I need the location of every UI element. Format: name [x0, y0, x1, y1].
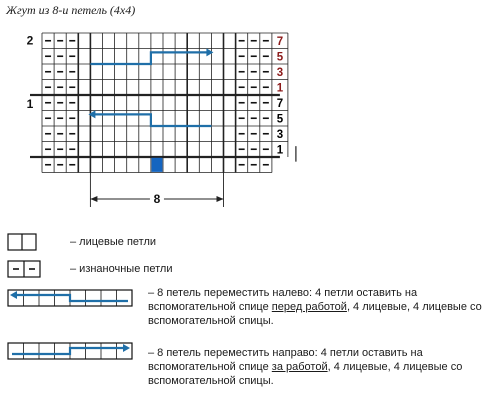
cable-right-line3: вспомогательной спицы. — [148, 375, 274, 387]
section-label-2: 2 — [26, 33, 34, 48]
legend-knit-text: – лицевые петли — [70, 236, 157, 248]
cable-right-line1: – 8 петель переместить направо: 4 петли оставить на — [148, 347, 423, 359]
cable-right-line2 — [148, 360, 500, 374]
cable-right-line2-b: , 4 лицевые, 4 лицевые со — [327, 361, 463, 373]
selected-cell — [152, 158, 163, 172]
legend-cable-left-text — [148, 286, 500, 328]
cable-left-line3: вспомогательной спицы. — [148, 315, 274, 327]
dimension-arrow-right — [217, 196, 224, 202]
row-number: 7 — [276, 36, 284, 49]
legend-cable-right-text — [148, 346, 500, 388]
chart-marks — [27, 34, 284, 207]
cable-right-line2-underlined: за работой — [271, 361, 328, 373]
cable-left-line2-a: вспомогательной спице — [148, 301, 272, 313]
row-number: 1 — [276, 82, 284, 95]
cable-arrow-right — [90, 52, 211, 64]
row-number: 3 — [276, 67, 284, 80]
cable-arrow-left — [90, 114, 211, 126]
cable-right-line2-a: вспомогательной спице — [148, 361, 272, 373]
legend-symbols — [8, 234, 132, 359]
dimension-arrow-left — [90, 196, 97, 202]
dimension-label: 8 — [153, 192, 161, 206]
cable-left-line1: – 8 петель переместить налево: 4 петли оставить на — [148, 287, 418, 299]
row-number: 5 — [276, 51, 284, 64]
row-number: 7 — [276, 98, 284, 111]
page-title: Жгут из 8-и петель (4х4) — [6, 3, 136, 17]
cable-arrow-left-head — [88, 110, 95, 118]
cable-arrow-right-head — [206, 48, 213, 56]
row-number: 3 — [276, 129, 284, 142]
row-number: 1 — [276, 144, 284, 157]
row-number: 5 — [276, 113, 284, 126]
legend-purl-text: – изнаночные петли — [70, 263, 173, 275]
section-label-1: 1 — [26, 97, 34, 112]
cable-left-line2 — [148, 300, 500, 314]
cable-left-line2-b: , 4 лицевые, 4 лицевые со — [346, 301, 482, 313]
cable-left-line2-underlined: перед работой — [271, 301, 347, 313]
